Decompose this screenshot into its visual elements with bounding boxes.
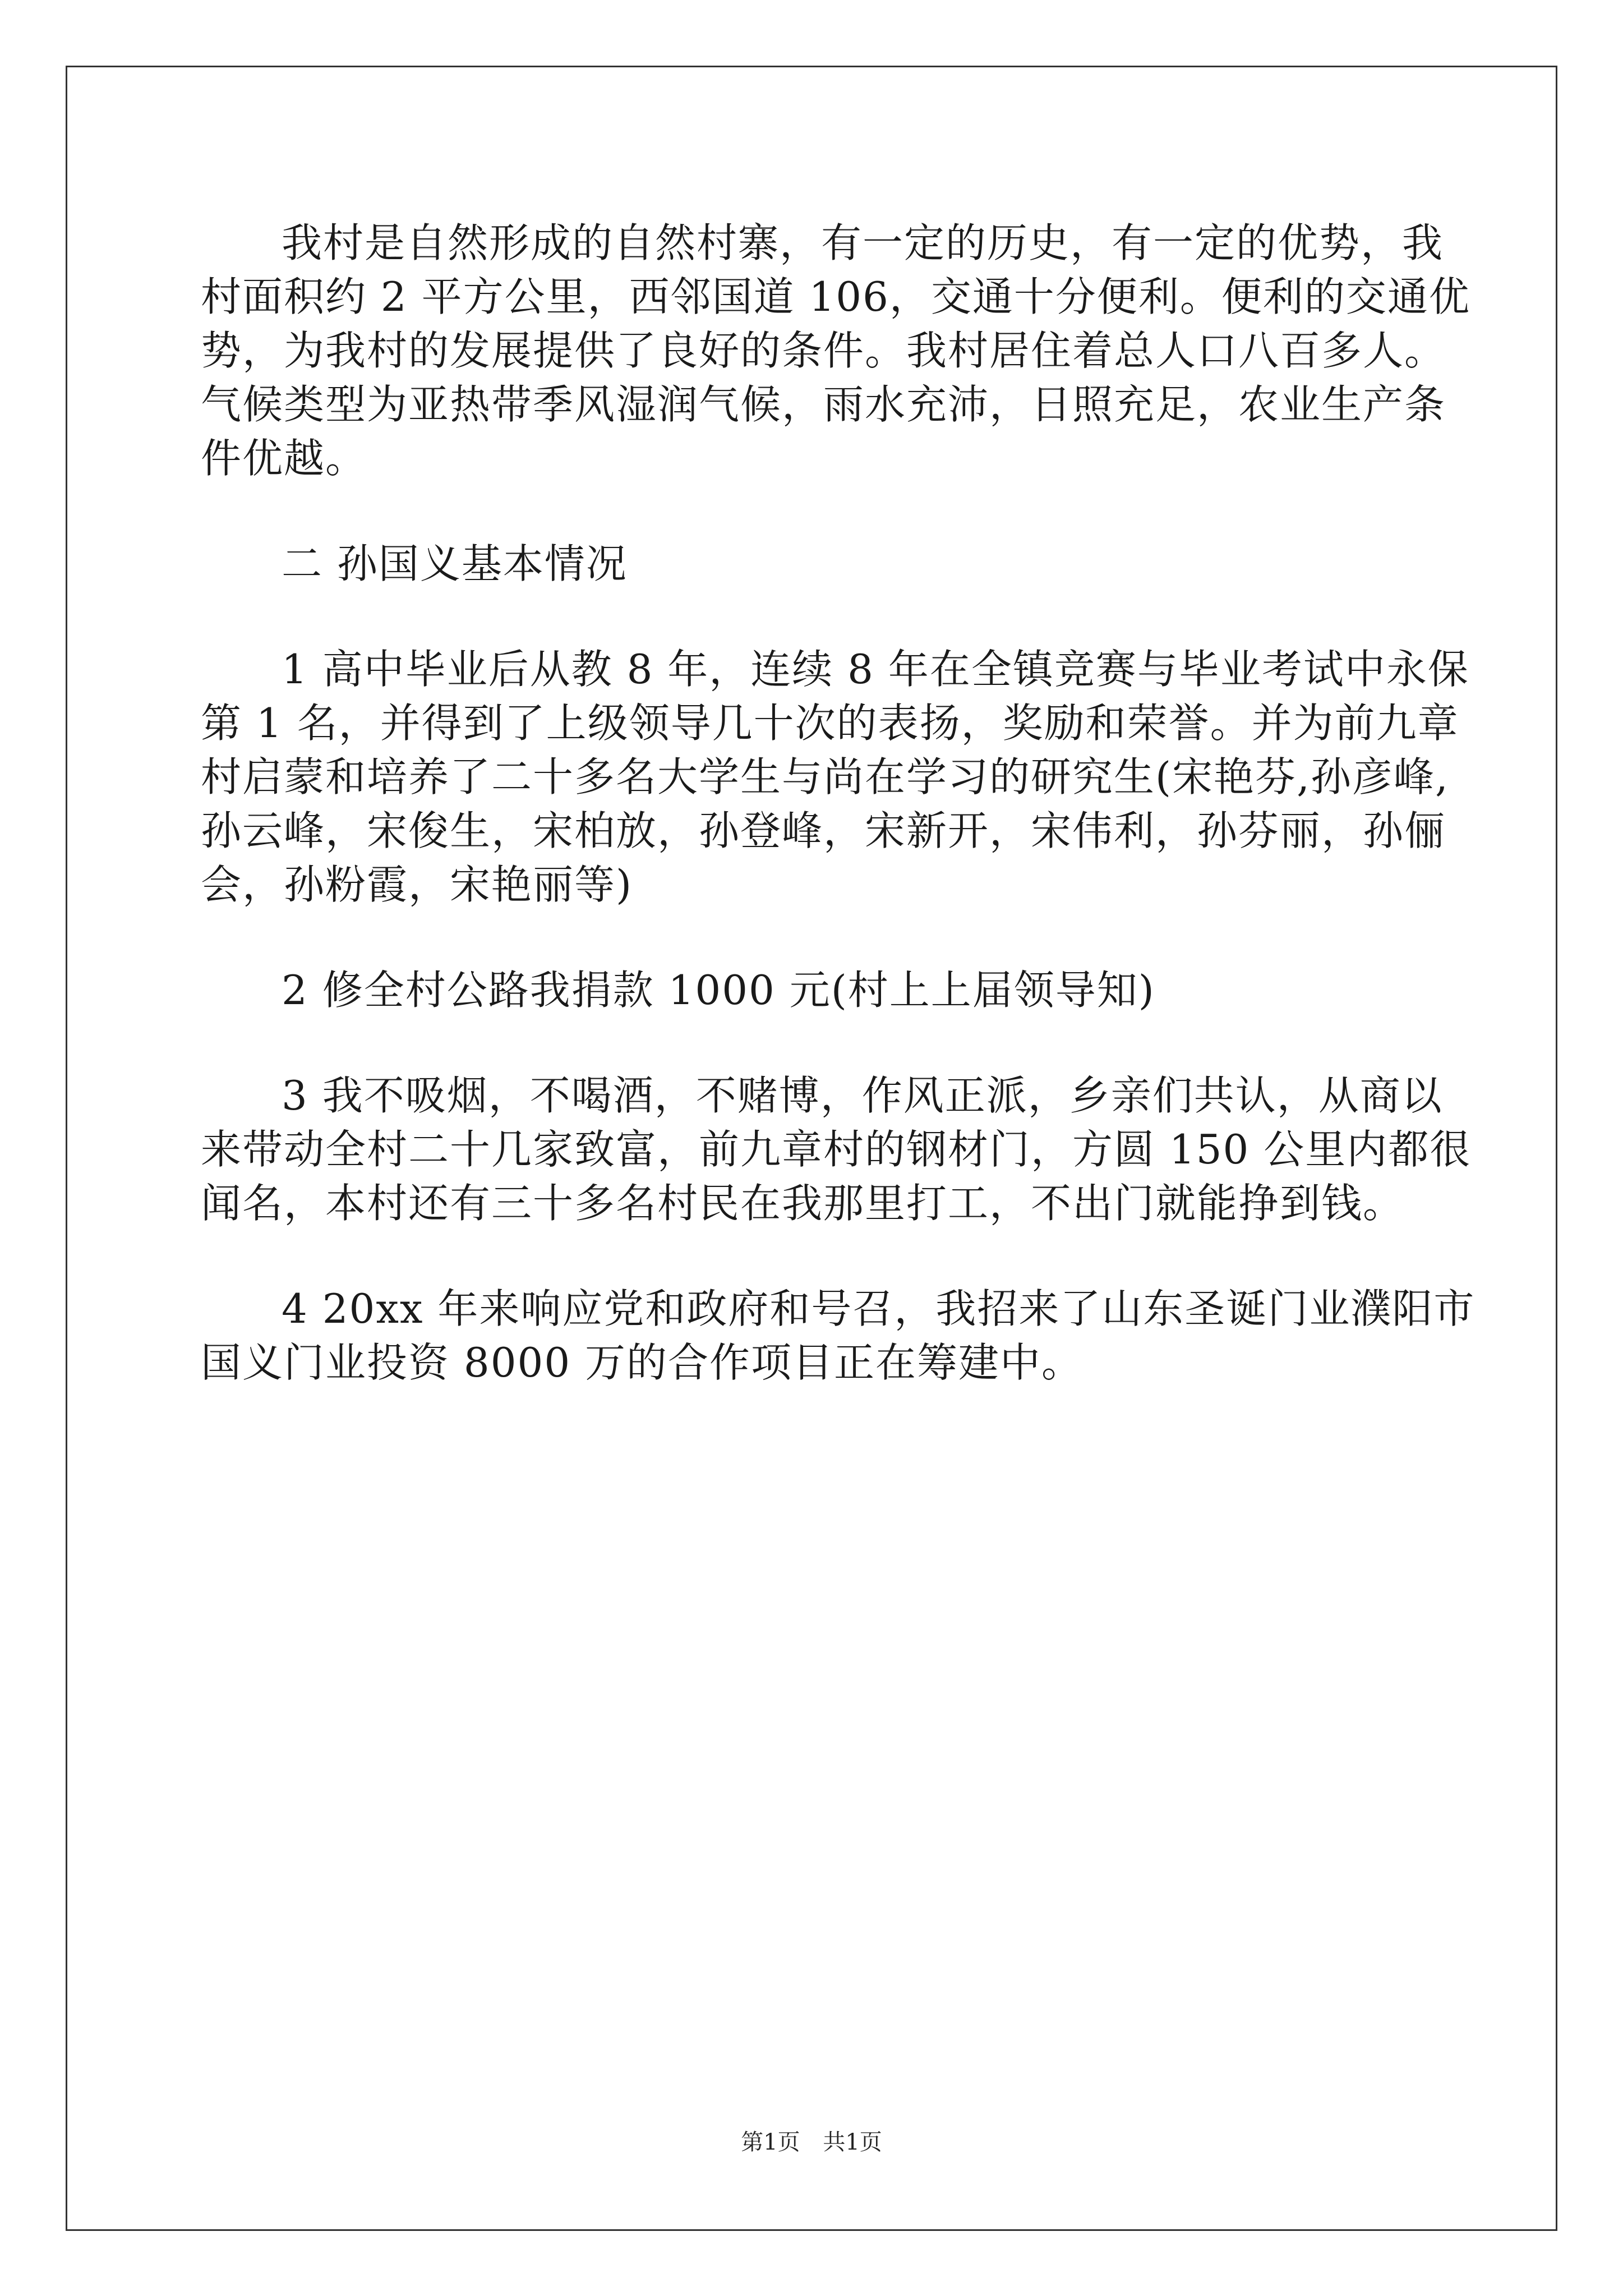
text-line: 3 我不吸烟，不喝酒，不赌博，作风正派，乡亲们共认，从商以 (282, 1072, 1443, 1119)
page-number-current: 第1页 (741, 2129, 800, 2155)
paragraph-village-intro (201, 216, 1470, 485)
text-line: 第 1 名，并得到了上级领导几十次的表扬，奖励和荣誉。并为前九章 (201, 700, 1459, 747)
page-footer (0, 2128, 1623, 2156)
text-line: 4 20xx 年来响应党和政府和号召，我招来了山东圣诞门业濮阳市 (282, 1285, 1476, 1332)
document-body (201, 216, 1476, 1441)
text-line: 国义门业投资 8000 万的合作项目正在筹建中。 (201, 1339, 1083, 1386)
text-line: 我村是自然形成的自然村寨，有一定的历史，有一定的优势，我 (282, 219, 1444, 266)
page-number-total: 共1页 (823, 2129, 882, 2155)
heading-text: 二 孙国义基本情况 (282, 540, 628, 587)
text-line: 会，孙粉霞，宋艳丽等) (201, 861, 633, 908)
text-line: 件优越。 (201, 435, 367, 482)
text-line: 势，为我村的发展提供了良好的条件。我村居住着总人口八百多人。 (201, 327, 1446, 374)
paragraph-item-1 (201, 642, 1469, 912)
text-line: 村面积约 2 平方公里，西邻国道 106，交通十分便利。便利的交通优 (201, 273, 1470, 320)
section-heading (201, 537, 1435, 591)
text-line: 孙云峰，宋俊生，宋柏放，孙登峰，宋新开，宋伟利，孙芬丽，孙俪 (201, 807, 1446, 854)
text-line: 气候类型为亚热带季风湿润气候，雨水充沛，日照充足，农业生产条 (201, 381, 1446, 428)
text-line: 村启蒙和培养了二十多名大学生与尚在学习的研究生(宋艳芬,孙彦峰, (201, 753, 1449, 800)
paragraph-item-4 (201, 1282, 1476, 1389)
paragraph-item-2 (201, 963, 1435, 1017)
text-line: 闻名，本村还有三十多名村民在我那里打工，不出门就能挣到钱。 (201, 1180, 1405, 1227)
text-line: 2 修全村公路我捐款 1000 元(村上上届领导知) (282, 967, 1155, 1014)
text-line: 来带动全村二十几家致富，前九章村的钢材门，方圆 150 公里内都很 (201, 1126, 1472, 1173)
paragraph-item-3 (201, 1069, 1472, 1230)
text-line: 1 高中毕业后从教 8 年，连续 8 年在全镇竞赛与毕业考试中永保 (282, 646, 1469, 693)
